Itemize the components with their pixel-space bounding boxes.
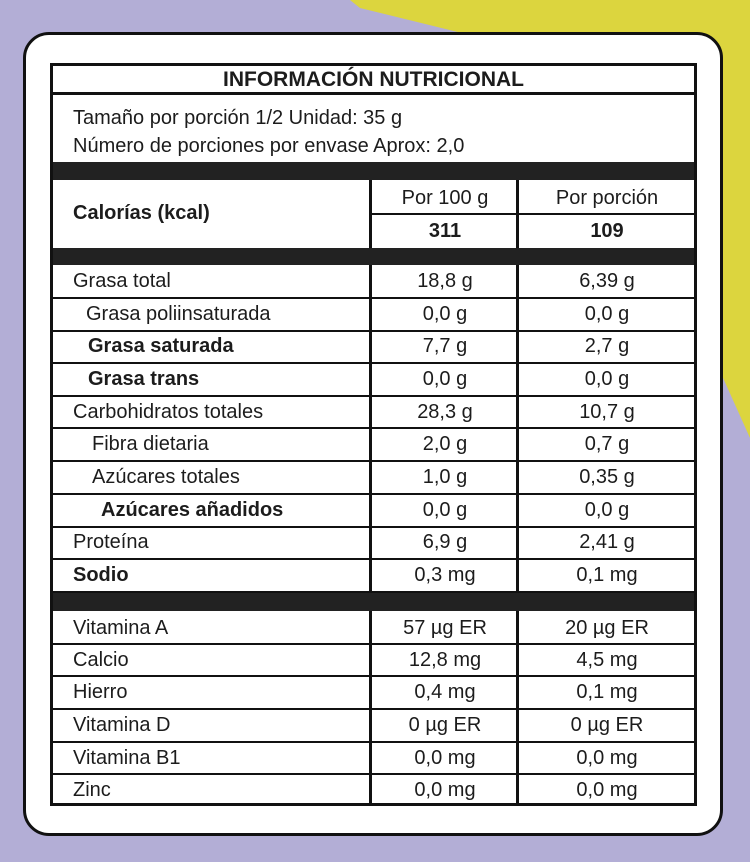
nutrient-value-per-portion: 0,0 g [584,499,630,521]
nutrient-label: Grasa saturada [88,335,234,357]
vitamin-value-per-portion: 0,0 mg [576,779,638,801]
nutrient-label: Carbohidratos totales [73,401,264,423]
vitamin-value-per-100g: 57 µg ER [403,617,487,639]
nutrient-label: Grasa trans [88,368,200,390]
nutrient-label: Azúcares añadidos [101,499,284,521]
calories-per-100g: 311 [428,220,462,242]
nutrient-label: Grasa total [73,270,171,292]
calories-per-portion: 109 [590,220,624,242]
nutrient-value-per-portion: 0,35 g [579,466,635,488]
nutrient-value-per-100g: 6,9 g [422,531,468,553]
nutrient-label: Sodio [73,564,129,586]
vitamin-label: Hierro [73,681,128,703]
vitamin-value-per-portion: 0,1 mg [576,681,638,703]
nutrient-value-per-100g: 18,8 g [417,270,473,292]
nutrient-value-per-100g: 0,0 g [422,303,468,325]
section-divider-bar [53,248,694,265]
nutrient-value-per-100g: 1,0 g [422,466,468,488]
nutrient-value-per-portion: 0,1 mg [576,564,638,586]
table-title: INFORMACIÓN NUTRICIONAL [53,66,694,95]
vitamin-label: Zinc [73,779,111,801]
vitamin-value-per-100g: 0,0 mg [414,779,476,801]
calories-label: Calorías (kcal) [73,202,210,224]
vitamin-value-per-100g: 12,8 mg [408,649,482,671]
column-header-per-portion: Por porción [555,187,659,209]
nutrient-label: Fibra dietaria [92,433,209,455]
nutrient-value-per-portion: 2,41 g [579,531,635,553]
vitamin-label: Vitamina A [73,617,169,639]
vitamin-value-per-portion: 20 µg ER [565,617,649,639]
nutrient-value-per-portion: 0,0 g [584,303,630,325]
nutrient-value-per-100g: 0,0 g [422,499,468,521]
vitamin-label: Vitamina B1 [73,747,181,769]
nutrient-label: Grasa poliinsaturada [86,303,271,325]
nutrient-label: Proteína [73,531,149,553]
nutrient-value-per-100g: 2,0 g [422,433,468,455]
vitamin-value-per-portion: 0 µg ER [570,714,644,736]
nutrient-value-per-100g: 7,7 g [422,335,468,357]
nutrient-value-per-portion: 0,7 g [584,433,630,455]
vitamin-value-per-100g: 0 µg ER [408,714,482,736]
servings-per-package: Número de porciones por envase Aprox: 2,0 [73,135,465,157]
section-divider-bar [53,593,694,611]
nutrient-value-per-portion: 0,0 g [584,368,630,390]
serving-size: Tamaño por porción 1/2 Unidad: 35 g [73,107,403,129]
vitamin-value-per-portion: 0,0 mg [576,747,638,769]
vitamin-label: Vitamina D [73,714,171,736]
nutrient-value-per-portion: 6,39 g [579,270,635,292]
vitamin-value-per-100g: 0,4 mg [414,681,476,703]
nutrient-value-per-100g: 0,3 mg [414,564,476,586]
nutrient-value-per-100g: 0,0 g [422,368,468,390]
nutrient-value-per-portion: 2,7 g [584,335,630,357]
nutrient-value-per-portion: 10,7 g [579,401,635,423]
vitamin-label: Calcio [73,649,129,671]
nutrient-value-per-100g: 28,3 g [417,401,473,423]
vitamin-value-per-portion: 4,5 mg [576,649,638,671]
vitamin-value-per-100g: 0,0 mg [414,747,476,769]
nutrition-table [50,63,697,806]
column-header-per-100g: Por 100 g [401,187,489,209]
nutrient-label: Azúcares totales [92,466,240,488]
section-divider-bar [53,162,694,180]
